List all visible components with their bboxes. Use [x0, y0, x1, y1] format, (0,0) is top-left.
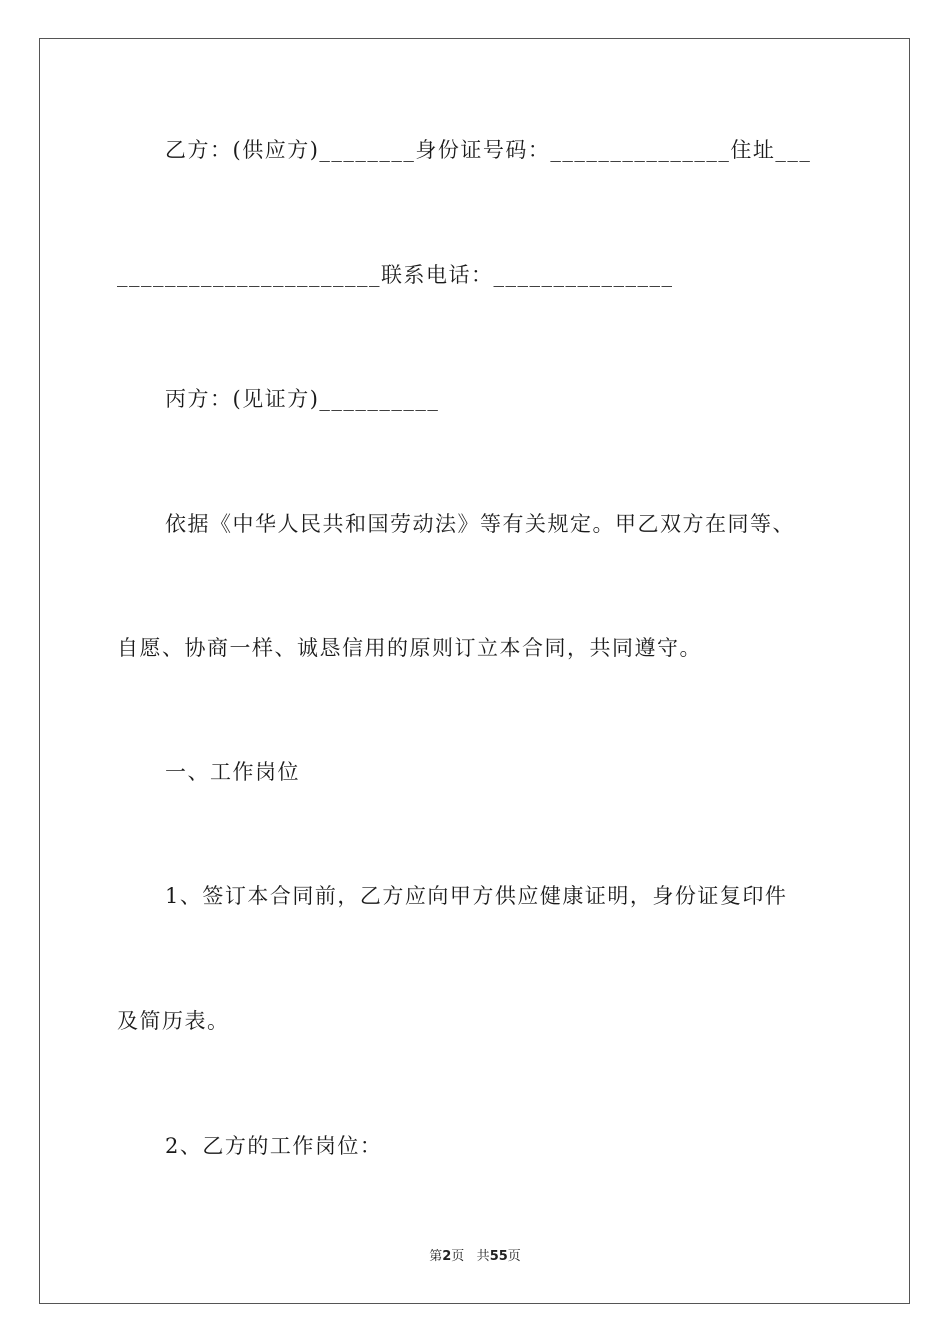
party-b-line: 乙方：(供应方)________身份证号码：_______________住址___ — [165, 138, 812, 162]
total-suffix: 页 — [507, 1249, 521, 1264]
current-page-number: 2 — [442, 1249, 452, 1264]
clause-1-line-1: 1、签订本合同前，乙方应向甲方供应健康证明，身份证复印件 — [165, 884, 788, 908]
total-prefix: 共 — [476, 1249, 490, 1264]
preamble-line-1: 依据《中华人民共和国劳动法》等有关规定。甲乙双方在同等、 — [165, 512, 795, 536]
section-heading-job-position: 一、工作岗位 — [165, 760, 300, 784]
clause-1-line-2: 及简历表。 — [117, 1009, 230, 1033]
total-page-count: 55 — [489, 1249, 508, 1264]
page-border — [39, 38, 910, 1304]
preamble-line-2: 自愿、协商一样、诚恳信用的原则订立本合同，共同遵守。 — [117, 636, 702, 660]
clause-2-line: 2、乙方的工作岗位： — [165, 1134, 383, 1158]
party-c-line: 丙方：(见证方)__________ — [165, 387, 440, 411]
page-suffix: 页 — [451, 1249, 465, 1264]
page-number-footer — [0, 1245, 950, 1264]
party-b-contact-line: ______________________联系电话：_______________ — [117, 263, 674, 287]
page-prefix: 第 — [429, 1249, 443, 1264]
